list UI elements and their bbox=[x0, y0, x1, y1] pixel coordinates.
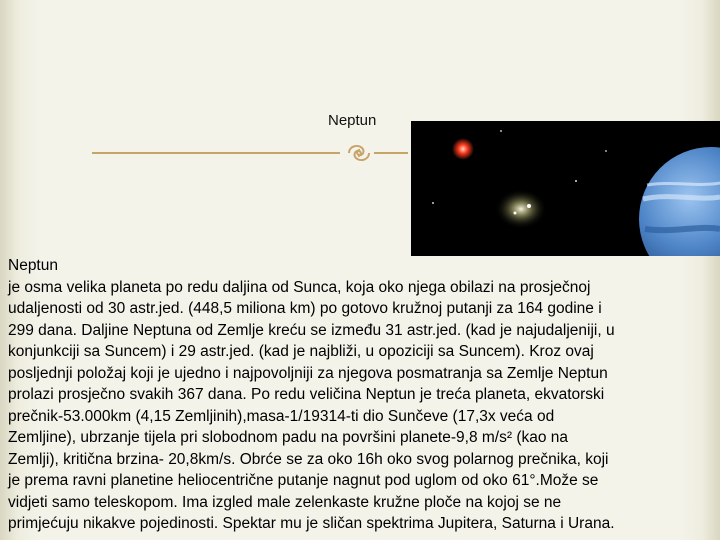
body-line: konjunkciji sa Suncem) i 29 astr.jed. (kad je najbliži, u opoziciji sa Suncem). Kroz ovaj bbox=[8, 343, 594, 360]
body-line: 299 dana. Daljine Neptuna od Zemlje kreću se između 31 astr.jed. (kad je najudaljeniji, u bbox=[8, 321, 615, 339]
title-divider-left bbox=[92, 152, 340, 154]
slide-title: Neptun bbox=[328, 112, 377, 129]
body-line: vidjeti samo teleskopom. Ima izgled male zelenkaste kružne ploče na kojoj se ne bbox=[8, 493, 562, 511]
body-line: posljednji položaj koji je ujedno i najpovoljniji za njegova posmatranja sa Zemlje Neptun bbox=[8, 364, 608, 382]
scroll-ornament-icon bbox=[346, 141, 372, 165]
article-body bbox=[8, 255, 714, 535]
body-line: Zemlji), kritična brzina- 20,8km/s. Obrće se za oko 16h oko svog polarnog prečnika, koji bbox=[8, 450, 609, 468]
body-line: Zemljine), ubrzanje tijela pri slobodnom padu na površini planete-9,8 m/s² (kao na bbox=[8, 429, 569, 446]
body-line: udaljenosti od 30 astr.jed. (448,5 miliona km) po gotovo kružnoj putanji za 164 godine i bbox=[8, 300, 602, 317]
body-line: prolazi prosječno svakih 367 dana. Po redu veličina Neptun je treća planeta, ekvatorski bbox=[8, 386, 605, 403]
body-line: je prema ravni planetine heliocentrične putanje nagnut pod uglom od oko 61°.Može se bbox=[8, 472, 599, 489]
body-line: primjećuju nikakve pojedinosti. Spektar mu je sličan spektrima Jupitera, Saturna i Urana. bbox=[8, 515, 615, 532]
neptune-photo bbox=[411, 121, 720, 256]
title-divider-right bbox=[374, 152, 408, 154]
body-heading: Neptun bbox=[8, 257, 58, 274]
body-line: je osma velika planeta po redu daljina od Sunca, koja oko njega obilazi na prosječnoj bbox=[8, 278, 591, 296]
body-line: prečnik-53.000km (4,15 Zemljinih),masa-1/19314-ti dio Sunčeve (17,3x veća od bbox=[8, 407, 555, 425]
